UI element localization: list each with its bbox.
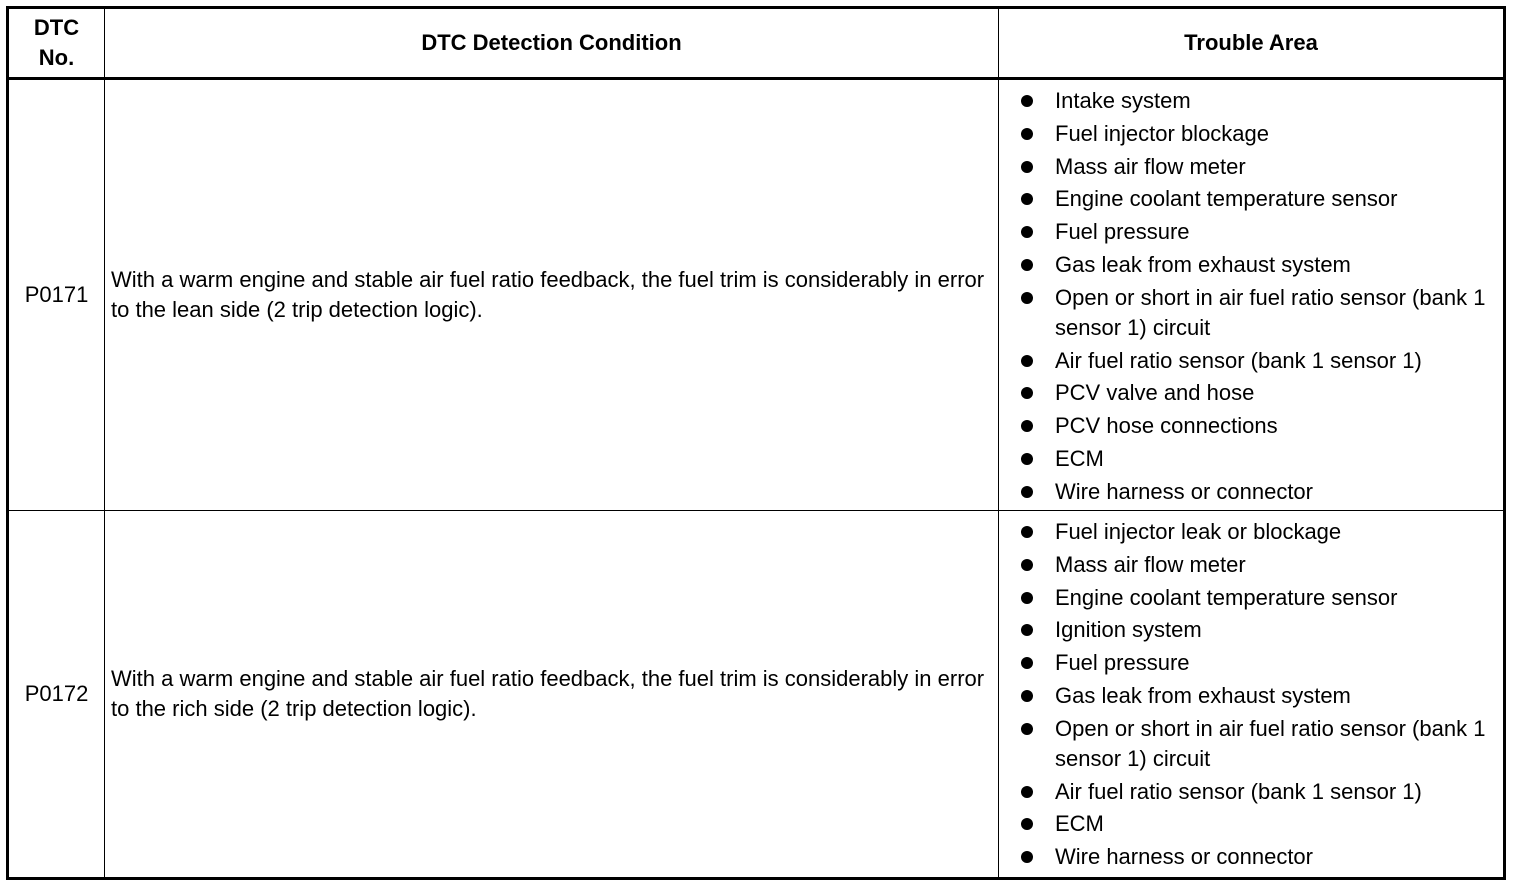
bullet-icon (1021, 128, 1033, 140)
bullet-icon (1021, 690, 1033, 702)
bullet-icon (1021, 387, 1033, 399)
bullet-icon (1021, 226, 1033, 238)
list-item (1021, 615, 1503, 645)
header-row (8, 8, 1505, 79)
list-item (1021, 152, 1503, 182)
list-item (1021, 550, 1503, 580)
header-dtc-no (8, 8, 105, 79)
bullet-icon (1021, 624, 1033, 636)
list-item (1021, 648, 1503, 678)
list-item-text: Engine coolant temperature sensor (1055, 584, 1398, 610)
bullet-icon (1021, 592, 1033, 604)
list-item-text: Ignition system (1055, 617, 1202, 643)
bullet-icon (1021, 420, 1033, 432)
dtc-table (6, 6, 1506, 880)
table-row (8, 79, 1505, 511)
trouble-area-cell (999, 511, 1505, 879)
bullet-icon (1021, 559, 1033, 571)
bullet-icon (1021, 161, 1033, 173)
list-item (1021, 477, 1503, 507)
list-item-text: Gas leak from exhaust system (1055, 682, 1351, 708)
list-item (1021, 86, 1503, 116)
list-item-text: PCV valve and hose (1055, 380, 1255, 406)
bullet-icon (1021, 786, 1033, 798)
trouble-area-cell (999, 79, 1505, 511)
list-item (1021, 809, 1503, 839)
list-item-text: Open or short in air fuel ratio sensor (bank 1 sensor 1) circuit (1055, 284, 1486, 340)
list-item (1021, 250, 1503, 280)
list-item-text: Engine coolant temperature sensor (1055, 186, 1398, 212)
list-item (1021, 346, 1503, 376)
list-item (1021, 681, 1503, 711)
header-trouble-area: Trouble Area (999, 8, 1505, 79)
list-item-text: Gas leak from exhaust system (1055, 251, 1351, 277)
bullet-icon (1021, 355, 1033, 367)
list-item-text: Mass air flow meter (1055, 153, 1246, 179)
list-item-text: Intake system (1055, 88, 1191, 113)
header-dtc-no-line1: DTC (33, 15, 80, 40)
bullet-icon (1021, 851, 1033, 863)
bullet-icon (1021, 453, 1033, 465)
bullet-icon (1021, 526, 1033, 538)
list-item (1021, 444, 1503, 474)
header-dtc-no-line2: No. (38, 45, 75, 70)
list-item-text: Fuel injector blockage (1055, 120, 1270, 146)
trouble-area-list (1021, 86, 1503, 507)
list-item-text: Fuel pressure (1055, 650, 1190, 676)
bullet-icon (1021, 657, 1033, 669)
list-item (1021, 378, 1503, 408)
detection-condition: With a warm engine and stable air fuel ratio feedback, the fuel trim is considerably in error to the rich side (2 trip detection logic). (105, 511, 999, 879)
list-item-text: Fuel injector leak or blockage (1055, 519, 1342, 544)
bullet-icon (1021, 292, 1033, 304)
table-row (8, 511, 1505, 879)
list-item (1021, 411, 1503, 441)
list-item (1021, 714, 1503, 774)
bullet-icon (1021, 259, 1033, 271)
list-item (1021, 842, 1503, 872)
list-item-text: ECM (1055, 811, 1104, 837)
dtc-number: P0171 (8, 79, 105, 511)
header-condition: DTC Detection Condition (105, 8, 999, 79)
list-item-text: Wire harness or connector (1055, 478, 1313, 504)
list-item (1021, 119, 1503, 149)
dtc-number: P0172 (8, 511, 105, 879)
list-item-text: ECM (1055, 445, 1104, 471)
list-item (1021, 583, 1503, 613)
list-item (1021, 217, 1503, 247)
list-item-text: Air fuel ratio sensor (bank 1 sensor 1) (1055, 778, 1422, 804)
list-item-text: PCV hose connections (1055, 413, 1278, 439)
list-item-text: Fuel pressure (1055, 219, 1190, 245)
bullet-icon (1021, 486, 1033, 498)
bullet-icon (1021, 723, 1033, 735)
list-item-text: Mass air flow meter (1055, 551, 1246, 577)
trouble-area-list (1021, 517, 1503, 872)
list-item (1021, 777, 1503, 807)
list-item (1021, 517, 1503, 547)
list-item-text: Open or short in air fuel ratio sensor (bank 1 sensor 1) circuit (1055, 715, 1486, 771)
list-item-text: Wire harness or connector (1055, 844, 1313, 870)
bullet-icon (1021, 193, 1033, 205)
bullet-icon (1021, 818, 1033, 830)
list-item (1021, 283, 1503, 343)
detection-condition: With a warm engine and stable air fuel ratio feedback, the fuel trim is considerably in error to the lean side (2 trip detection logic). (105, 79, 999, 511)
list-item-text: Air fuel ratio sensor (bank 1 sensor 1) (1055, 347, 1422, 373)
list-item (1021, 184, 1503, 214)
bullet-icon (1021, 95, 1033, 107)
